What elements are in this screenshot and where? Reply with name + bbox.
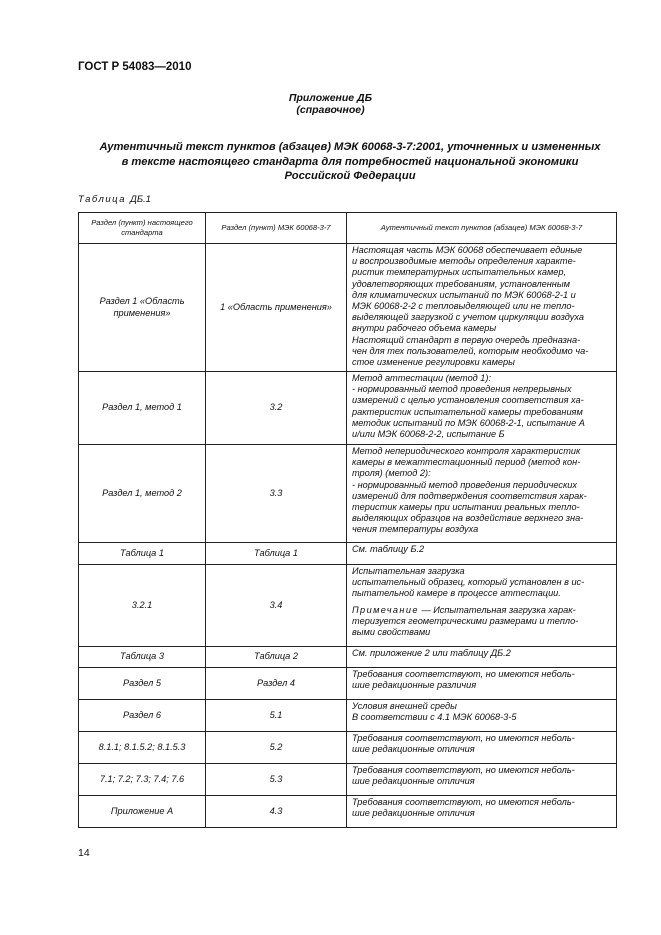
- text-line: Метод аттестации (метод 1):: [352, 373, 492, 383]
- table-row: [79, 372, 617, 445]
- table-caption: [78, 194, 151, 205]
- table-caption-id: ДБ.1: [130, 194, 151, 205]
- cell-authentic-text: [347, 732, 617, 764]
- table-row: [79, 764, 617, 796]
- cell-iec-section: Раздел 4: [206, 668, 347, 700]
- cell-standard-section: Раздел 5: [79, 668, 206, 700]
- appendix-title: Приложение ДБ: [288, 92, 373, 104]
- text-line: выделяющей загрузкой с учетом циркуляции воздуха: [352, 312, 584, 323]
- text-line: См. таблицу Б.2: [352, 544, 425, 554]
- cell-standard-section: Раздел 1, метод 2: [79, 445, 206, 543]
- table-row: [79, 732, 617, 764]
- cell-authentic-text: [347, 543, 617, 565]
- text-line: Требования соответствуют, но имеются неболь-: [352, 669, 575, 679]
- cell-authentic-text: [347, 764, 617, 796]
- cell-standard-section: Раздел 6: [79, 700, 206, 732]
- text-line: См. приложение 2 или таблицу ДБ.2: [352, 648, 511, 658]
- appendix-subtitle-text: справочное: [299, 104, 362, 116]
- cell-authentic-text: [347, 244, 617, 372]
- text-line: Требования соответствуют, но имеются неболь-: [352, 733, 575, 743]
- text-line: чения температуры воздуха: [352, 524, 479, 535]
- text-line: Настоящий стандарт в первую очередь предназна-: [352, 334, 581, 345]
- text-line: ристик температурных испытательных камер,: [352, 267, 567, 278]
- text-line: пытательной камере в процессе аттестации.: [352, 588, 561, 599]
- heading-line-1: Аутентичный текст пунктов (абзацев) МЭК 60068-3-7:2001, уточненных и измененных: [99, 141, 601, 153]
- cell-standard-section: 3.2.1: [79, 565, 206, 647]
- note-text-line: — Испытательная загрузка харак-: [418, 604, 576, 615]
- cell-iec-section: 3.4: [206, 565, 347, 647]
- cell-iec-section: 3.2: [206, 372, 347, 445]
- cell-standard-section: 7.1; 7.2; 7.3; 7.4; 7.6: [79, 764, 206, 796]
- table-body: [79, 244, 617, 828]
- text-line: - нормированный метод проведения непрерывных: [352, 384, 572, 395]
- note-text-line: теризуется геометрическими размерами и тепло-: [352, 615, 579, 626]
- text-line: и воспроизводимые методы определения характе-: [352, 256, 576, 267]
- text-line: удовлетворяющих требованиям, установленным: [352, 278, 570, 289]
- text-line: Требования соответствуют, но имеются неболь-: [352, 797, 575, 807]
- table-row: [79, 565, 617, 647]
- text-line: рактеристик испытательной камеры требованиям: [352, 406, 583, 417]
- note-label: Примечание: [352, 604, 419, 615]
- column-header-section: Раздел (пункт) настоящего стандарта: [79, 213, 206, 244]
- text-line: шие редакционные отличия: [352, 744, 475, 755]
- document-heading: [80, 140, 620, 184]
- appendix-subtitle-close: ): [361, 104, 365, 116]
- page-number: 14: [78, 847, 90, 859]
- table-row: [79, 700, 617, 732]
- table-row: [79, 543, 617, 565]
- appendix-subtitle: [0, 104, 661, 116]
- cell-authentic-text: [347, 668, 617, 700]
- cell-authentic-text: [347, 796, 617, 828]
- text-line: Метод непериодического контроля характеристик: [352, 446, 581, 456]
- text-line: внутри рабочего объема камеры: [352, 323, 497, 334]
- text-line: троля) (метод 2):: [352, 468, 431, 479]
- text-line: и/или МЭК 60068-2-2, испытание Б: [352, 429, 505, 440]
- cell-standard-section: Приложение А: [79, 796, 206, 828]
- table-row: [79, 668, 617, 700]
- correspondence-table: [78, 212, 617, 828]
- text-line: Условия внешней среды: [352, 701, 457, 711]
- cell-authentic-text: [347, 700, 617, 732]
- cell-standard-section: Таблица 1: [79, 543, 206, 565]
- text-line: камеры в межаттестационный период (метод кон-: [352, 457, 581, 468]
- text-line: шие редакционные отличия: [352, 776, 475, 787]
- text-line: МЭК 60068-2-2 с тепловыделяющей или не тепло-: [352, 301, 575, 312]
- text-line: шие редакционные отличия: [352, 808, 475, 819]
- heading-line-3: Российской Федерации: [284, 170, 416, 182]
- cell-authentic-text: [347, 647, 617, 668]
- cell-iec-section: Таблица 1: [206, 543, 347, 565]
- cell-authentic-text: [347, 372, 617, 445]
- text-line: шие редакционные различия: [352, 680, 477, 691]
- text-line: для климатических испытаний по МЭК 60068-2-1 и: [352, 289, 576, 300]
- text-line: - нормированный метод проведения периодических: [352, 479, 578, 490]
- cell-iec-section: 5.1: [206, 700, 347, 732]
- text-line: методик испытаний по МЭК 60068-2-1, испытание А: [352, 417, 585, 428]
- table-row: [79, 647, 617, 668]
- text-line: В соответствии с 4.1 МЭК 60068-3-5: [352, 712, 517, 723]
- cell-iec-section: 3.3: [206, 445, 347, 543]
- cell-standard-section: Раздел 1 «Область применения»: [79, 244, 206, 372]
- text-line: Испытательная загрузка: [352, 566, 465, 576]
- table-header-row: [79, 213, 617, 244]
- appendix-subtitle-open: (: [296, 104, 300, 116]
- column-header-iec-section: Раздел (пункт) МЭК 60068-3-7: [206, 213, 347, 244]
- text-line: чен для тех пользователей, которым необходимо ча-: [352, 345, 589, 356]
- cell-standard-section: 8.1.1; 8.1.5.2; 8.1.5.3: [79, 732, 206, 764]
- text-line: теристик камеры при испытании реальных тепло-: [352, 502, 580, 513]
- column-header-authentic-text: Аутентичный текст пунктов (абзацев) МЭК 60068-3-7: [347, 213, 617, 244]
- cell-authentic-text: [347, 565, 617, 647]
- text-line: выделяющих образцов на воздействие верхнего зна-: [352, 513, 584, 524]
- cell-iec-section: 4.3: [206, 796, 347, 828]
- text-line: стое изменение регулировки камеры: [352, 357, 515, 368]
- note-text-line: выми свойствами: [352, 627, 431, 638]
- text-line: измерений с целью установления соответствия ха-: [352, 395, 584, 406]
- standard-number: ГОСТ Р 54083—2010: [78, 61, 192, 73]
- text-line: испытательный образец, который установлен в ис-: [352, 577, 585, 588]
- table-row: [79, 445, 617, 543]
- heading-line-2: в тексте настоящего стандарта для потребностей национальной экономики: [121, 155, 579, 168]
- cell-standard-section: Раздел 1, метод 1: [79, 372, 206, 445]
- cell-iec-section: 1 «Область применения»: [206, 244, 347, 372]
- table-row: [79, 796, 617, 828]
- cell-iec-section: 5.3: [206, 764, 347, 796]
- cell-standard-section: Таблица 3: [79, 647, 206, 668]
- note-block: [352, 605, 611, 639]
- text-line: измерений для подтверждения соответствия харак-: [352, 490, 587, 501]
- text-line: Требования соответствуют, но имеются неболь-: [352, 765, 575, 775]
- cell-authentic-text: [347, 445, 617, 543]
- table-caption-word: Таблица: [78, 194, 126, 205]
- text-line: Настоящая часть МЭК 60068 обеспечивает единые: [352, 245, 583, 255]
- cell-iec-section: Таблица 2: [206, 647, 347, 668]
- cell-iec-section: 5.2: [206, 732, 347, 764]
- table-row: [79, 244, 617, 372]
